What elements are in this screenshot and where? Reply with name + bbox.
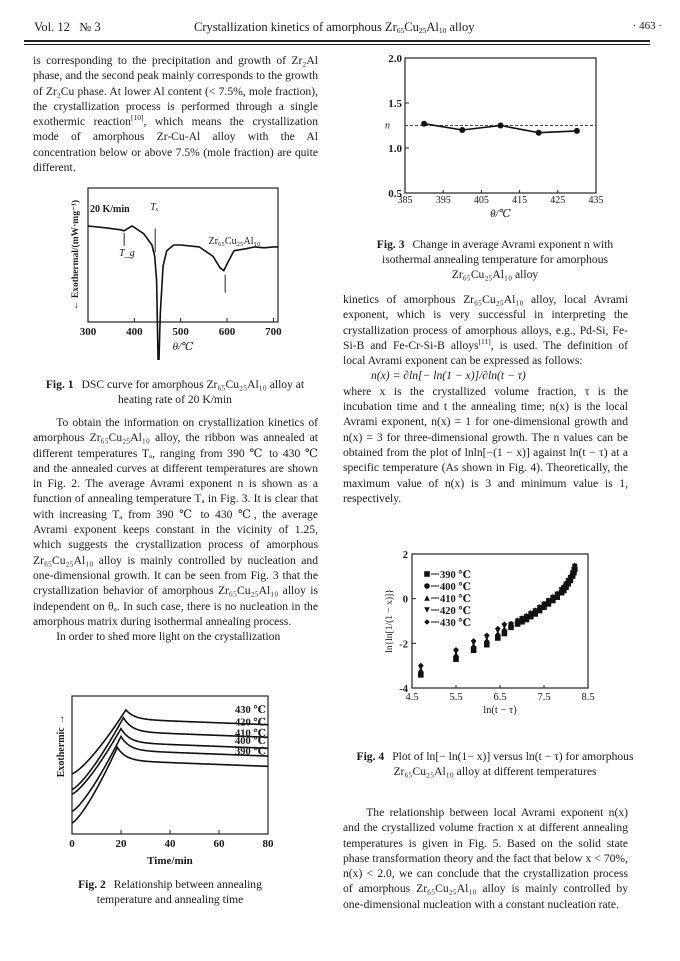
alloy-label: Zr₆₅Cu₂₅Al₁₀ [208,236,261,247]
x-tick-label: 400 [126,326,143,338]
curve-390 [72,747,268,823]
data-point-430 [502,621,508,627]
figure-3-caption: Fig. 3 Change in average Avrami exponent n with isothermal annealing temperature for amorphous Zr₆₅Cu₂₅Al₁₀ alloy [376,238,614,281]
header-rule [24,40,650,42]
y-tick-label: 0 [402,594,408,606]
x-tick-label: 6.5 [493,692,507,703]
data-point [536,130,542,136]
curve-label: 410 ℃ [235,728,266,740]
data-point-430 [471,638,477,644]
legend-marker [424,595,430,601]
curve-label: 390 ℃ [235,746,266,758]
y-tick-label: 2 [402,550,408,561]
y-tick-label: 1.0 [388,143,402,155]
figure-2-annealing-curves [50,690,310,870]
curve-label: 420 ℃ [235,717,266,729]
data-point-430 [453,647,459,653]
data-point [574,128,580,134]
figure-1-dsc-curve [60,180,330,360]
legend-label: 430 ℃ [440,618,471,629]
x-tick-label: 500 [172,326,189,338]
x-axis-label: θ/℃ [490,208,511,220]
left-paragraph-2: To obtain the information on crystallization kinetics of amorphous Zr₆₅Cu₂₅Al₁₀ alloy, the ribbon was annealed at different temperatures Tₐ, ranging from 390 ℃ to 430 ℃ and the annealed curves at different temperatures are shown in Fig. 2. The average Avrami exponent n is shown as a function of annealing temperature Tₐ in Fig. 3. It is clear that with increasing Tₐ from 390 ℃ to 430 ℃, the average Avrami exponent keeps constant in the vicinity of 1.25, which suggests the crystallization process of amorphous Zr₆₅Cu₂₅Al₁₀ alloy is mainly controlled by nucleation and one-dimensional growth. It can be seen from Fig. 3 that the crystallization behavior of amorphous Zr₆₅Cu₂₅Al₁₀ alloy is independent on θₐ. In such case, there is no nucleation in the amorphous matrix during isothermal annealing process. In order to shed more light on the crystallization [33,416,318,644]
y-axis-label: Exothermic → [56,714,67,778]
tg-label: T_g [119,248,135,259]
x-tick-label: 80 [262,838,274,850]
x-axis-label: ln(t − τ) [483,705,517,715]
y-tick-label: -2 [399,639,408,651]
data-point [498,123,504,129]
right-paragraph-1: kinetics of amorphous Zr₆₅Cu₂₅Al₁₀ alloy, local Avrami exponent, which is very successful in interpreting the crystallization process of amorphous alloys, e.g., Pd-Si, Fe-Si-B and Fe-Cr-Si-B alloys[11], is used. The definition of local Avrami exponent can be expressed as follows: n(x) = ∂ln[− ln(1 − x)]/∂ln(t − τ) where x is the crystallized volume fraction, τ is the incubation time and t the annealing time; n(x) is the local Avrami exponent, n(x) = 1 for one-dimensional growth and n(x) = 3 for three-dimensional growth. The n values can be obtained from the plot of lnln[−(1 − x)] against ln(t − τ) at a specific temperature (As shown in Fig. 4). Theoretically, the maximum value of n(x) is 3 and minimum value is 1, respectively. [343,293,628,505]
curve-label: 430 ℃ [235,705,266,717]
legend-label: 390 ℃ [440,570,471,581]
equation: n(x) = ∂ln[− ln(1 − x)]/∂ln(t − τ) [371,369,526,383]
data-point-430 [495,626,501,632]
data-point-430 [484,632,490,638]
data-point [421,121,427,127]
x-tick-label: 435 [588,195,604,206]
x-tick-label: 4.5 [405,692,419,703]
tx-label: Tₓ [150,202,159,213]
x-tick-label: 385 [397,195,413,206]
right-paragraph-2: where x is the crystallized volume fraction, τ is the incubation time and t the annealing time; n(x) is the local Avrami exponent, n(x) = 1 for one-dimensional growth and n(x) = 3 for three-dimensional growth. The n values can be obtained from the plot of lnln[−(1 − x)] against ln(t − τ) at a specific temperature (As shown in Fig. 4). Theoretically, the maximum value of n(x) is 3 and minimum value is 1, respectively. [343,384,628,505]
x-tick-label: 700 [265,326,282,338]
x-axis-label: Time/min [147,855,193,867]
x-tick-label: 415 [512,195,528,206]
x-tick-label: 300 [79,326,97,338]
curve-label: 400 ℃ [235,736,266,748]
running-title: Crystallization kinetics of amorphous $Zr_{65}Cu_{25}Al_{10}$ alloy [194,20,475,35]
y-axis-label: n [385,120,390,132]
heating-rate-label: 20 K/min [90,204,130,215]
x-tick-label: 405 [473,195,489,206]
x-tick-label: 5.5 [449,692,463,703]
figure-4-caption: Fig. 4 Plot of ln[− ln(1− x)] versus ln(t − τ) for amorphous Zr₆₅Cu₂₅Al₁₀ alloy at different temperatures [356,750,634,778]
page-number: · 463 · [632,20,662,32]
x-tick-label: 20 [115,838,127,850]
header-rule-thin [24,44,650,45]
data-point-430 [418,663,424,669]
x-tick-label: 425 [550,195,566,206]
legend-label: 400 ℃ [440,582,471,593]
volume: Vol. 12 [34,20,70,34]
y-tick-label: 0.5 [388,188,402,200]
y-axis-label: ← Exothermal/(mW·mg⁻¹) [71,200,81,310]
y-tick-label: 2.0 [388,53,402,65]
x-tick-label: 0 [69,838,75,850]
issue: № 3 [79,20,101,34]
figure-4-lnln-plot [380,545,620,715]
y-tick-label: 1.5 [388,98,402,110]
legend-marker [424,607,430,613]
figure-1-caption: Fig. 1 DSC curve for amorphous Zr₆₅Cu₂₅Al₁₀ alloy at heating rate of 20 K/min [45,378,305,406]
x-tick-label: 40 [164,838,176,850]
x-tick-label: 8.5 [581,692,595,703]
data-point [459,127,465,133]
legend-label: 420 ℃ [440,606,471,617]
y-axis-label: ln{ln[1/(1 − x)]} [385,589,395,653]
x-tick-label: 600 [218,326,236,338]
right-paragraph-3: The relationship between local Avrami exponent n(x) and the crystallized volume fraction x at different annealing temperatures is given in Fig. 5. Based on the solid state phase transformation theory and the fact that below x < 70%, n(x) < 2.0, we can conclude that the crystallization process of amorphous Zr₆₅Cu₂₅Al₁₀ alloy is mainly controlled by one-dimensional nucleation with a constant nucleation rate. [343,806,628,911]
x-tick-label: 60 [213,838,225,850]
y-tick-label: -4 [399,684,408,695]
x-tick-label: 395 [435,195,451,206]
legend-marker [424,583,430,589]
legend-marker [424,619,430,625]
left-paragraph-1: is corresponding to the precipitation and growth of Zr₂Al phase, and the second peak mainly corresponds to the growth of Zr₂Cu phase. At lower Al content (< 7.5%, mole fraction), the crystallization process is performed through a single exothermic reaction[10], which means the crystallization mode of amorphous Zr-Cu-Al alloy with the Al concentration below or above 7.5% (mole fraction) are quite different. [33,54,318,175]
running-header [24,18,668,38]
legend-marker [424,571,430,577]
x-tick-label: 7.5 [537,692,551,703]
x-axis-label: θ/℃ [172,341,194,353]
figure-2-caption: Fig. 2 Relationship between annealing temperature and annealing time [78,878,262,906]
volume-issue [34,20,101,35]
legend-label: 410 ℃ [440,594,471,605]
left-paragraph-3: In order to shed more light on the crystallization [56,630,281,644]
figure-3-avrami-exponent [360,50,640,220]
